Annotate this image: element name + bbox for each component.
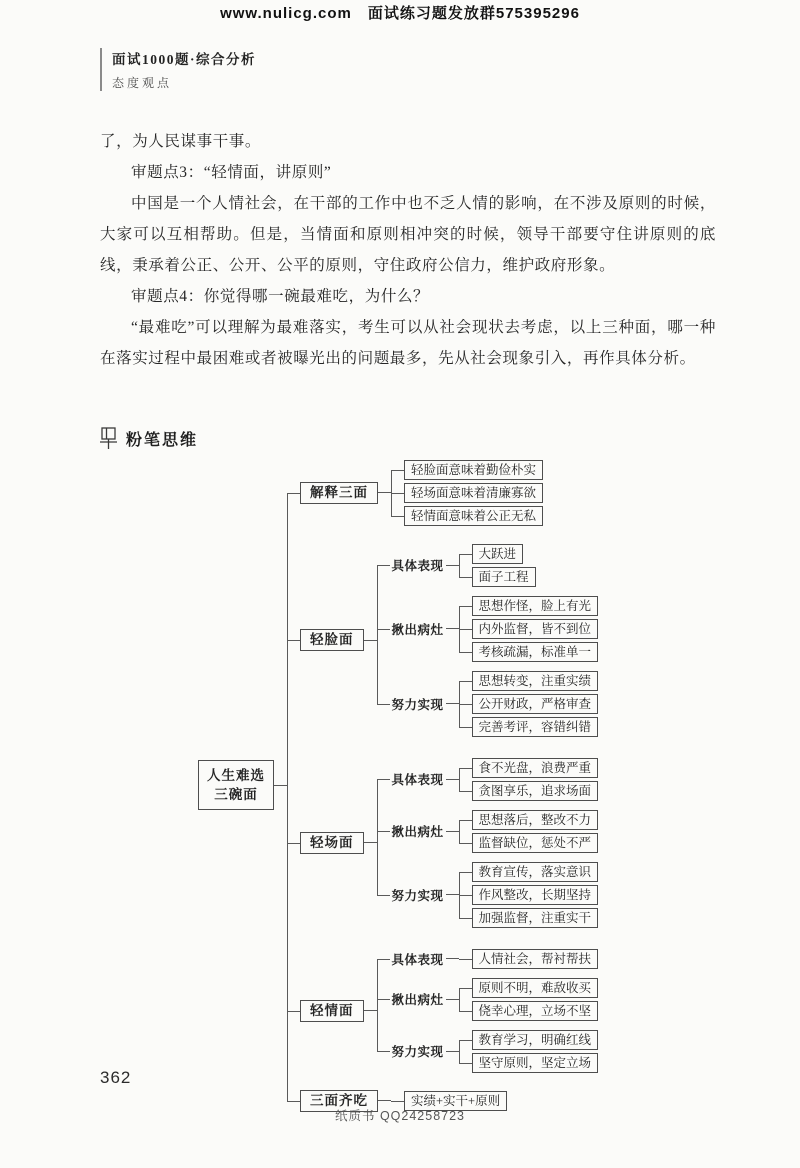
connector-line bbox=[364, 1010, 377, 1011]
mindmap-row bbox=[198, 452, 598, 1118]
mindmap-leaf: 食不光盘，浪费严重 bbox=[472, 758, 599, 778]
mindmap-child bbox=[459, 808, 599, 831]
mindmap-children bbox=[377, 539, 599, 741]
mindmap-group-label: 揪出病灶 bbox=[391, 993, 444, 1007]
mindmap-leaf: 完善考评，容错纠错 bbox=[472, 717, 599, 737]
fenbi-flag-icon bbox=[98, 426, 118, 450]
mindmap-children bbox=[459, 976, 599, 1022]
mindmap-group-label: 揪出病灶 bbox=[391, 825, 444, 839]
mindmap-leaf: 实绩+实干+原则 bbox=[404, 1091, 507, 1111]
mindmap-leaf: 监督缺位，惩处不严 bbox=[472, 833, 599, 853]
mindmap-child bbox=[391, 458, 543, 481]
mindmap-child bbox=[287, 747, 598, 938]
mindmap-children bbox=[391, 458, 543, 527]
mindmap-child bbox=[287, 452, 598, 533]
mindmap-children bbox=[459, 1028, 599, 1074]
mindmap-branch-node: 轻情面 bbox=[300, 1000, 364, 1022]
paragraph-continuation: 了，为人民谋事干事。 bbox=[100, 133, 262, 150]
connector-line bbox=[446, 999, 459, 1000]
mindmap-child bbox=[459, 542, 536, 565]
mindmap-child bbox=[459, 1028, 599, 1051]
mindmap-leaf: 面子工程 bbox=[472, 567, 536, 587]
mindmap-leaf: 内外监督，皆不到位 bbox=[472, 619, 599, 639]
mindmap-row bbox=[390, 860, 599, 929]
mindmap-row bbox=[390, 1028, 599, 1074]
mindmap-child bbox=[459, 883, 599, 906]
mindmap-leaf: 侥幸心理，立场不坚 bbox=[472, 1001, 599, 1021]
paragraph-point3-detail: 中国是一个人情社会，在干部的工作中也不乏人情的影响，在不涉及原则的时候，大家可以互相帮助。但是，当情面和原则相冲突的时候，领导干部要守住讲原则的底线，秉承着公正、公开、公平的原则，守住政府公信力，维护政府形象。 bbox=[100, 195, 716, 274]
mindmap-child bbox=[377, 1025, 599, 1077]
mindmap-leaf: 坚守原则，坚定立场 bbox=[472, 1053, 599, 1073]
mindmap-leaf: 思想落后，整改不力 bbox=[472, 810, 599, 830]
mindmap-group-label: 具体表现 bbox=[391, 559, 444, 573]
connector-line bbox=[446, 628, 459, 629]
mindmap-child bbox=[377, 944, 599, 973]
running-header bbox=[100, 48, 256, 91]
mindmap-child bbox=[391, 481, 543, 504]
mindmap-group-label: 努力实现 bbox=[391, 1045, 444, 1059]
mindmap-children bbox=[287, 452, 598, 1118]
connector-line bbox=[446, 565, 459, 566]
mindmap-child bbox=[287, 533, 598, 747]
mindmap-child bbox=[459, 617, 599, 640]
mindmap-child bbox=[459, 976, 599, 999]
connector-line bbox=[378, 492, 391, 493]
mindmap-child bbox=[459, 831, 599, 854]
mindmap-row bbox=[390, 808, 599, 854]
book-title: 面试1000题·综合分析 bbox=[112, 52, 257, 67]
mindmap-root-node: 人生难选 三碗面 bbox=[198, 760, 274, 810]
mindmap-row bbox=[300, 539, 598, 741]
mindmap-children bbox=[459, 947, 599, 970]
mindmap-child bbox=[459, 860, 599, 883]
mindmap-children bbox=[459, 808, 599, 854]
mindmap-child bbox=[459, 1051, 599, 1074]
chapter-subtitle: 态度观点 bbox=[112, 76, 173, 90]
mindmap-leaf: 考核疏漏，标准单一 bbox=[472, 642, 599, 662]
mindmap-child bbox=[459, 999, 599, 1022]
connector-line bbox=[446, 703, 459, 704]
mindmap-child bbox=[391, 504, 543, 527]
mindmap-children bbox=[459, 756, 599, 802]
mindmap-children bbox=[377, 944, 599, 1077]
paragraph-point4-detail: “最难吃”可以理解为最难落实，考生可以从社会现状去考虑，以上三种面，哪一种在落实过程中最困难或者被曝光出的问题最多，先从社会现象引入，再作具体分析。 bbox=[100, 319, 716, 367]
footer-note: 纸质书 QQ24258723 bbox=[334, 1109, 466, 1123]
mindmap-leaf: 作风整改，长期坚持 bbox=[472, 885, 599, 905]
top-banner-text: www.nulicg.com 面试练习题发放群575395296 bbox=[220, 5, 580, 22]
mindmap-row bbox=[390, 542, 536, 588]
mindmap-row bbox=[300, 944, 598, 1077]
mindmap-child bbox=[459, 756, 599, 779]
mindmap-group-label: 努力实现 bbox=[391, 888, 444, 903]
mindmap-row bbox=[390, 976, 599, 1022]
mindmap-children bbox=[459, 860, 599, 929]
body-text bbox=[100, 126, 716, 374]
mindmap-child bbox=[459, 715, 599, 738]
mindmap-leaf: 公开财政，严格审查 bbox=[472, 694, 599, 714]
mindmap-leaf: 加强监督，注重实干 bbox=[472, 908, 599, 928]
mindmap-row bbox=[390, 756, 599, 802]
mindmap-children bbox=[459, 669, 599, 738]
mindmap-row bbox=[390, 669, 599, 738]
connector-line bbox=[364, 842, 377, 843]
mindmap-child bbox=[377, 591, 599, 666]
mindmap-child bbox=[459, 669, 599, 692]
mindmap-leaf: 教育宣传，落实意识 bbox=[472, 862, 599, 882]
mindmap-branch-node: 解释三面 bbox=[300, 482, 378, 504]
mindmap-branch-node: 轻场面 bbox=[300, 832, 364, 854]
mindmap-children bbox=[459, 542, 536, 588]
mindmap-children bbox=[377, 753, 599, 932]
mindmap-leaf: 原则不明，难敌收买 bbox=[472, 978, 599, 998]
mindmap-group-label: 具体表现 bbox=[391, 773, 444, 787]
mindmap-child bbox=[459, 906, 599, 929]
mindmap-group-label: 努力实现 bbox=[391, 697, 444, 712]
mindmap-child bbox=[377, 857, 599, 932]
page-number: 362 bbox=[100, 1068, 132, 1087]
connector-line bbox=[446, 831, 459, 832]
mindmap-child bbox=[377, 753, 599, 805]
mindmap-child bbox=[377, 805, 599, 857]
mindmap-branch-node: 轻脸面 bbox=[300, 629, 364, 651]
paragraph-point4: 审题点4：你觉得哪一碗最难吃，为什么？ bbox=[131, 288, 430, 305]
mindmap-row bbox=[390, 594, 599, 663]
mindmap-child bbox=[377, 973, 599, 1025]
mindmap-child bbox=[459, 565, 536, 588]
connector-line bbox=[364, 640, 377, 641]
connector-line bbox=[446, 779, 459, 780]
mindmap-child bbox=[287, 938, 598, 1083]
mindmap-children bbox=[459, 594, 599, 663]
mindmap-child bbox=[459, 640, 599, 663]
mindmap-leaf: 大跃进 bbox=[472, 544, 524, 564]
mindmap-leaf: 教育学习，明确红线 bbox=[472, 1030, 599, 1050]
mindmap-group-label: 具体表现 bbox=[391, 952, 444, 967]
mindmap-leaf: 轻情面意味着公正无私 bbox=[404, 506, 543, 526]
mindmap-row bbox=[300, 753, 598, 932]
mindmap-child bbox=[459, 947, 599, 970]
mindmap-branch-node: 三面齐吃 bbox=[300, 1090, 378, 1112]
mindmap-row bbox=[300, 458, 543, 527]
mindmap-child bbox=[459, 594, 599, 617]
connector-line bbox=[274, 785, 287, 786]
mindmap-child bbox=[377, 539, 599, 591]
mindmap-child bbox=[377, 666, 599, 741]
mindmap-leaf: 人情社会，帮衬帮扶 bbox=[472, 949, 599, 969]
mindmap-leaf: 思想转变，注重实绩 bbox=[472, 671, 599, 691]
mindmap-leaf: 思想作怪，脸上有光 bbox=[472, 596, 599, 616]
mindmap-row bbox=[390, 947, 599, 970]
connector-line bbox=[446, 1051, 459, 1052]
section-title: 粉笔思维 bbox=[126, 431, 199, 449]
mindmap-leaf: 贪图享乐，追求场面 bbox=[472, 781, 599, 801]
mindmap-child bbox=[459, 692, 599, 715]
paragraph-point3: 审题点3：“轻情面，讲原则” bbox=[131, 164, 332, 181]
section-header bbox=[98, 426, 198, 450]
mindmap-leaf: 轻场面意味着清廉寡欲 bbox=[404, 483, 543, 503]
mindmap-diagram bbox=[198, 452, 598, 1118]
mindmap-leaf: 轻脸面意味着勤俭朴实 bbox=[404, 460, 543, 480]
connector-line bbox=[446, 894, 459, 895]
mindmap-child bbox=[459, 779, 599, 802]
connector-line bbox=[378, 1100, 391, 1101]
connector-line bbox=[446, 958, 459, 959]
mindmap-group-label: 揪出病灶 bbox=[391, 622, 444, 637]
